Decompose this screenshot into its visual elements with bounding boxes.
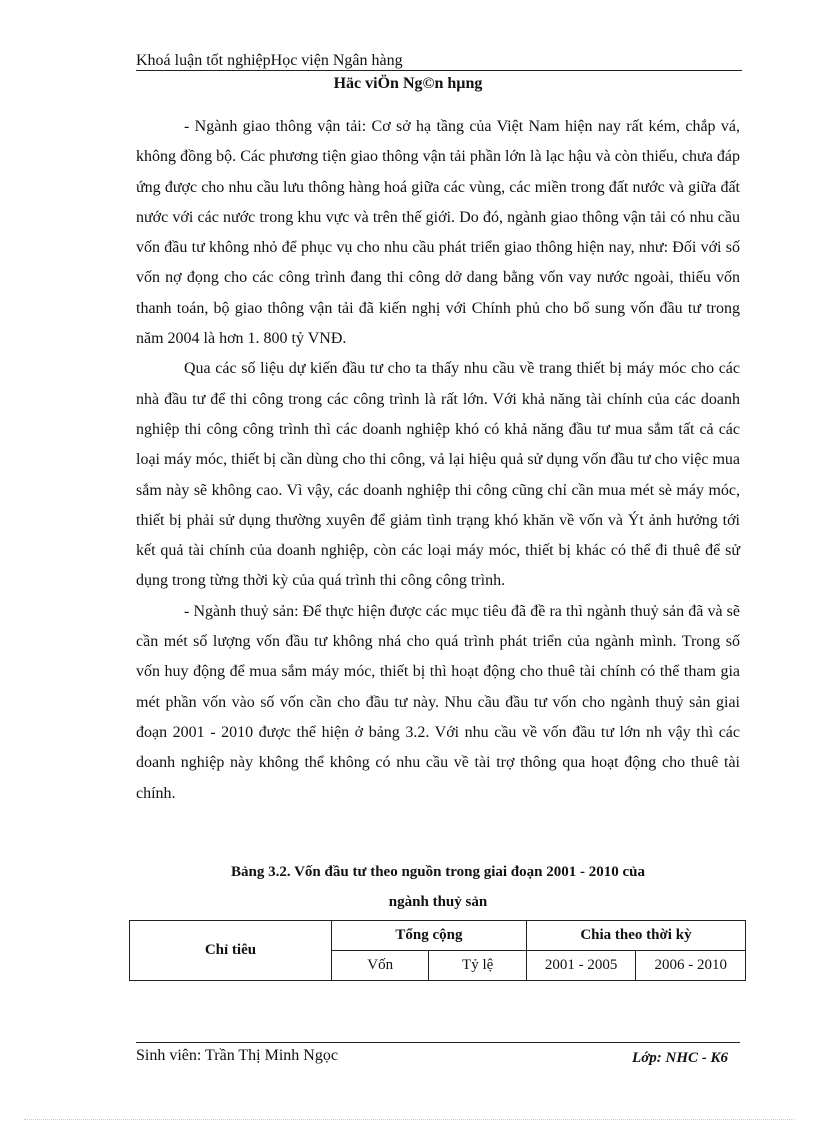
table-caption-line2: ngành thuỷ sản (388, 894, 488, 910)
subheader-period-2006-2010: 2006 - 2010 (636, 951, 746, 981)
document-header-title: Khoá luận tốt nghiệpHọc viện Ngân hàng (136, 52, 403, 69)
paragraph-transport: - Ngành giao thông vận tải: Cơ sở hạ tầng của Việt Nam hiện nay rất kém, chắp vá, không đồng bộ. Các phương tiện giao thông vận tải phần lớn là lạc hậu và còn thiếu, chưa đáp ứng được cho nhu cầu lưu thông hàng hoá giữa các vùng, các miền trong đất nước và giữa đất nước với các nước trong khu vực và trên thế giới. Do đó, ngành giao thông vận tải có nhu cầu vốn đầu tư không nhỏ để phục vụ cho nhu cầu phát triển giao thông hiện nay, như: Đối với số vốn nợ đọng cho các công trình đang thi công dở dang bằng vốn vay nước ngoài, thiếu vốn thanh toán, bộ giao thông vận tải đã kiến nghị với Chính phủ cho bổ sung vốn đầu tư trong năm 2004 là hơn 1. 800 tỷ VNĐ. (136, 118, 740, 348)
header-tong-cong: Tổng cộng (331, 921, 526, 951)
header-divider (136, 70, 742, 71)
table-header-row (130, 921, 746, 951)
page-bottom-border (24, 1119, 794, 1120)
header-chia-theo-thoi-ky: Chia theo thời kỳ (526, 921, 745, 951)
subheader-period-2001-2005: 2001 - 2005 (526, 951, 636, 981)
subheader-ty-le: Tỷ lệ (429, 951, 526, 981)
subheader-von: Vốn (331, 951, 428, 981)
footer-student-name: Sinh viên: Trần Thị Minh Ngọc (136, 1047, 338, 1064)
table-caption-line1: Bảng 3.2. Vốn đầu tư theo nguồn trong giai đoạn 2001 - 2010 của (231, 864, 645, 880)
investment-table (129, 920, 746, 981)
paragraph-investment: Qua các số liệu dự kiến đầu tư cho ta thấy nhu cầu về trang thiết bị máy móc cho các nhà đầu tư để thi công trong các công trình là rất lớn. Với khả năng tài chính của các doanh nghiệp thi công công trình thì các doanh nghiệp khó có khả năng đầu tư mua sắm tất cả các loại máy móc, thiết bị cần dùng cho thi công, vả lại hiệu quả sử dụng vốn đầu tư cho việc mua sắm này sẽ không cao. Vì vậy, các doanh nghiệp thi công cũng chỉ cần mua mét sè máy móc, thiết bị phải sử dụng thường xuyên để giảm tình trạng khó khăn về vốn và Ýt ảnh hưởng tới kết quả tài chính của doanh nghiệp, còn các loại máy móc, thiết bị khác có thể đi thuê để sử dụng trong từng thời kỳ của quá trình thi công công trình. (136, 360, 740, 590)
header-chi-tieu: Chỉ tiêu (130, 921, 332, 981)
footer-class: Lớp: NHC - K6 (632, 1050, 728, 1066)
body-text (136, 112, 740, 809)
document-header-subtitle: Häc viÖn Ng©n hµng (333, 75, 483, 92)
footer-divider (136, 1042, 740, 1043)
paragraph-fisheries: - Ngành thuỷ sản: Để thực hiện được các mục tiêu đã đề ra thì ngành thuỷ sản đã và sẽ cần mét số lượng vốn đầu tư không nhá cho quá trình phát triển của ngành mình. Trong số vốn huy động để mua sắm máy móc, thiết bị thì hoạt động cho thuê tài chính có thể tham gia mét phần vốn vào số vốn cần cho đầu tư này. Nhu cầu đầu tư vốn cho ngành thuỷ sản giai đoạn 2001 - 2010 được thể hiện ở bảng 3.2. Với nhu cầu về vốn đầu tư lớn nh vậy thì các doanh nghiệp này không thể không có nhu cầu về tài trợ thông qua hoạt động cho thuê tài chính. (136, 602, 740, 802)
